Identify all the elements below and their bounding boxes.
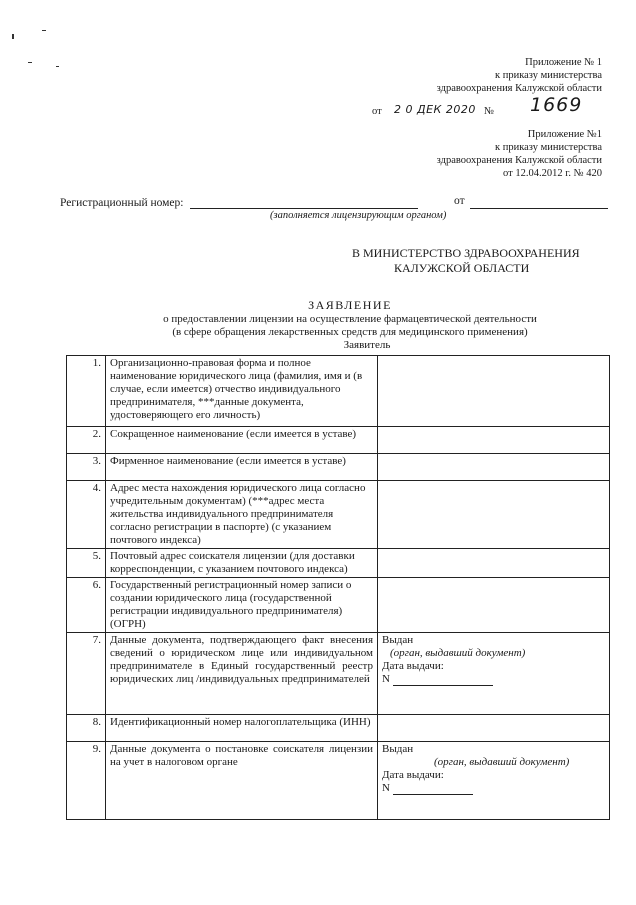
order-date-stamp: 2 0 ДЕК 2020 <box>394 103 476 116</box>
table-row <box>67 633 610 715</box>
scan-speck <box>56 66 59 67</box>
row-label: Идентификационный номер налогоплательщика (ИНН) <box>106 715 378 742</box>
row-value-field[interactable] <box>378 578 610 633</box>
row-label: Сокращенное наименование (если имеется в уставе) <box>106 427 378 454</box>
row-label: Фирменное наименование (если имеется в уставе) <box>106 454 378 481</box>
doc-number-row <box>382 673 605 686</box>
scan-speck <box>42 30 46 31</box>
row-label: Данные документа о постановке соискателя лицензии на учет в налоговом органе <box>106 742 378 820</box>
order-date-line <box>372 94 612 122</box>
row-label: Организационно-правовая форма и полное наименование юридического лица (фамилия, имя и (в случае, если имеется) отчество индивидуального предпринимателя, ***данные документа, удостоверяющего его личность) <box>106 356 378 427</box>
row-value-field[interactable] <box>378 633 610 715</box>
row-number: 7. <box>67 633 106 715</box>
table-row <box>67 549 610 578</box>
row-value-field[interactable] <box>378 742 610 820</box>
section-applicant: Заявитель <box>343 339 391 351</box>
addressee <box>330 246 600 276</box>
doc-number-field[interactable] <box>393 675 493 686</box>
issue-date-label: Дата выдачи: <box>382 660 444 672</box>
appendix2-ministry: здравоохранения Калужской области <box>436 155 602 166</box>
table-row <box>67 578 610 633</box>
table-row <box>67 481 610 549</box>
row-number: 4. <box>67 481 106 549</box>
row-number: 1. <box>67 356 106 427</box>
doc-number-label: N <box>382 673 390 685</box>
row-number: 9. <box>67 742 106 820</box>
appendix-ministry: здравоохранения Калужской области <box>436 83 602 94</box>
order-date-ot: от <box>372 106 382 117</box>
row-value-field[interactable] <box>378 427 610 454</box>
appendix2-order-ref: к приказу министерства <box>494 142 602 153</box>
issued-by-hint: (орган, выдавший документ) <box>390 647 526 659</box>
issue-date-label: Дата выдачи: <box>382 769 444 781</box>
row-label: Государственный регистрационный номер записи о создании юридического лица (государственной регистрации индивидуального предпринимателя) (ОГРН) <box>106 578 378 633</box>
issued-by-label: Выдан <box>382 743 414 755</box>
appendix-order-ref: к приказу министерства <box>494 70 602 81</box>
order-no-sign: № <box>484 106 495 117</box>
application-form-table <box>66 355 610 820</box>
row-number: 8. <box>67 715 106 742</box>
appendix2-number: Приложение №1 <box>527 129 602 140</box>
doc-number-field[interactable] <box>393 784 473 795</box>
issued-by-hint: (орган, выдавший документ) <box>434 756 570 768</box>
registration-number-label: Регистрационный номер: <box>60 197 184 209</box>
addressee-line2: КАЛУЖСКОЙ ОБЛАСТИ <box>394 261 530 275</box>
addressee-line1: В МИНИСТЕРСТВО ЗДРАВООХРАНЕНИЯ <box>352 246 580 260</box>
row-value-field[interactable] <box>378 715 610 742</box>
scan-speck <box>12 34 14 39</box>
table-row <box>67 427 610 454</box>
registration-note: (заполняется лицензирующим органом) <box>270 210 447 221</box>
row-value-field[interactable] <box>378 549 610 578</box>
row-label: Почтовый адрес соискателя лицензии (для доставки корреспонденции, с указанием почтового индекса) <box>106 549 378 578</box>
appendix2-date: от 12.04.2012 г. № 420 <box>503 168 602 179</box>
table-row <box>67 715 610 742</box>
row-value-field[interactable] <box>378 481 610 549</box>
appendix-header-original <box>342 128 602 180</box>
order-number-handwritten: 1669 <box>530 94 583 116</box>
title-subtitle-2: (в сфере обращения лекарственных средств для медицинского применения) <box>172 326 528 338</box>
row-value-field[interactable] <box>378 356 610 427</box>
title-heading: ЗАЯВЛЕНИЕ <box>308 298 392 312</box>
table-row <box>67 356 610 427</box>
row-number: 3. <box>67 454 106 481</box>
scan-speck <box>28 62 32 63</box>
table-row <box>67 454 610 481</box>
table-row <box>67 742 610 820</box>
row-label: Адрес места нахождения юридического лица согласно учредительным документам) (***адрес места жительства индивидуального предпринимателя согласно регистрации в паспорте) (с указанием почтового индекса) <box>106 481 378 549</box>
doc-number-row <box>382 782 605 795</box>
document-title <box>60 298 600 352</box>
row-number: 2. <box>67 427 106 454</box>
appendix-number: Приложение № 1 <box>525 57 602 68</box>
row-number: 6. <box>67 578 106 633</box>
doc-number-label: N <box>382 782 390 794</box>
row-value-field[interactable] <box>378 454 610 481</box>
registration-date-ot: от <box>454 195 465 207</box>
registration-number-field[interactable] <box>190 196 418 209</box>
issued-by-label: Выдан <box>382 634 414 646</box>
appendix-header-current <box>342 56 602 95</box>
row-number: 5. <box>67 549 106 578</box>
title-subtitle-1: о предоставлении лицензии на осуществление фармацевтической деятельности <box>163 313 537 325</box>
row-label: Данные документа, подтверждающего факт внесения сведений о юридическом лице или индивидуальном предпринимателе в Единый государственный реестр юридических лиц /индивидуальных предпринимателей <box>106 633 378 715</box>
registration-date-field[interactable] <box>470 196 608 209</box>
